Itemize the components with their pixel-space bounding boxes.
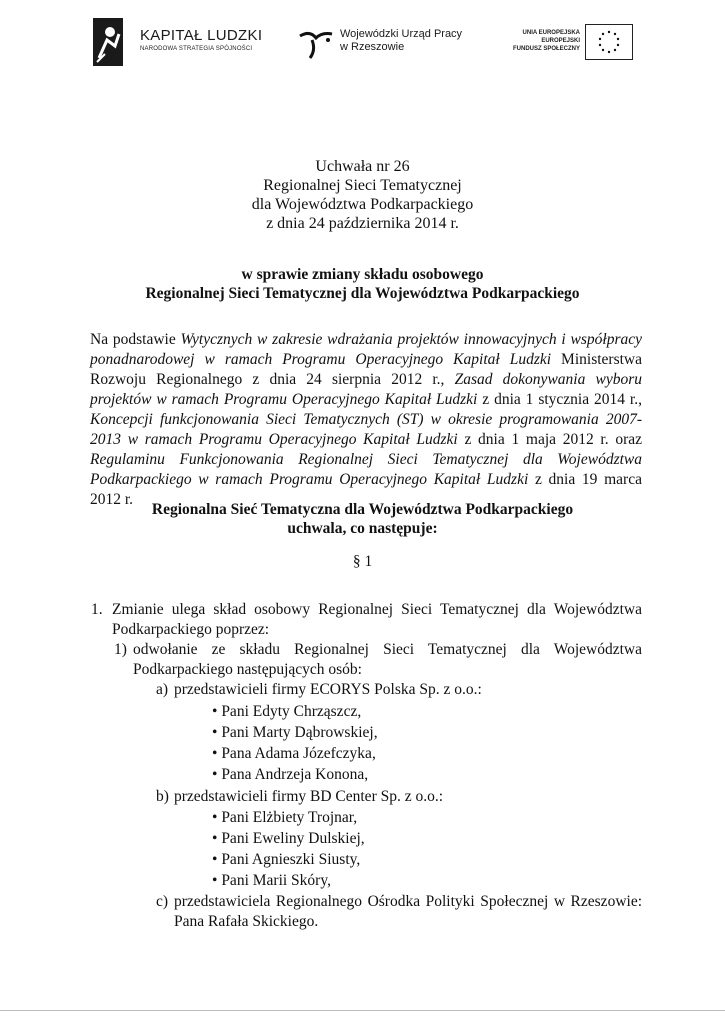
title-line3: dla Województwa Podkarpackiego	[251, 196, 474, 213]
person-a-4: Pana Andrzeja Konona,	[221, 766, 369, 783]
wup-name	[340, 28, 462, 54]
basis-doc-2: Zasad dokonywania wyboru projektów w ramach Programu Operacyjnego Kapitał Ludzki	[90, 371, 643, 408]
kapital-ludzki-logo	[93, 18, 123, 66]
resolves-line2: uchwala, co następuje:	[287, 520, 438, 537]
paragraph-mark: § 1	[352, 553, 373, 570]
subject-line1: w sprawie zmiany składu osobowego	[241, 266, 484, 283]
person-b-1: Pani Elżbiety Trojnar,	[221, 809, 358, 826]
resolves-line1: Regionalna Sieć Tematyczna dla Województwa Podkarpackiego	[151, 501, 574, 518]
title-line4: z dnia 24 października 2014 r.	[266, 215, 459, 232]
person-b-3: Pani Agnieszki Siusty,	[221, 851, 361, 868]
basis-text-4: z dnia 1 maja 2012 r. oraz	[457, 431, 642, 448]
resolves-heading	[0, 500, 725, 538]
group-b-text: przedstawicieli firmy BD Center Sp. z o.o.:	[174, 788, 444, 805]
list-item: • Pana Adama Józefczyka,	[212, 745, 376, 762]
group-b-label: b)	[156, 788, 169, 805]
group-a-text: przedstawicieli firmy ECORYS Polska Sp. z o.o.:	[174, 681, 482, 698]
title-line1: Uchwała nr 26	[315, 158, 410, 175]
legal-basis-paragraph	[90, 330, 642, 510]
subject-line2: Regionalnej Sieci Tematycznej dla Województwa Podkarpackiego	[145, 285, 580, 302]
subitem-1-number: 1)	[114, 641, 127, 658]
wup-line1: Wojewódzki Urząd Pracy	[340, 28, 463, 40]
page-bottom-rule	[0, 1010, 725, 1011]
title-line2: Regionalnej Sieci Tematycznej	[263, 177, 462, 194]
person-b-4: Pani Marii Skóry,	[221, 872, 331, 889]
list-item: • Pani Eweliny Dulskiej,	[212, 830, 365, 847]
wup-line2: w Rzeszowie	[340, 41, 405, 53]
item-1-text: Zmianie ulega skład osobowy Regionalnej Sieci Tematycznej dla Województwa Podkarpackiego poprzez:	[112, 601, 642, 638]
eu-line2: EUROPEJSKI	[541, 38, 580, 44]
person-b-2: Pani Eweliny Dulskiej,	[221, 830, 365, 847]
basis-doc-4: Regulaminu Funkcjonowania Regionalnej Sieci Tematycznej dla Województwa Podkarpackiego w ramach Programu Operacyjnego Kapitał Ludzki	[90, 451, 642, 488]
list-item: • Pani Elżbiety Trojnar,	[212, 809, 358, 826]
list-item: • Pani Agnieszki Siusty,	[212, 851, 361, 868]
person-a-2: Pani Marty Dąbrowskiej,	[221, 724, 378, 741]
basis-doc-1: Wytycznych w zakresie wdrażania projektów innowacyjnych i współpracy ponadnarodowej w ramach Programu Operacyjnego Kapitał Ludzki	[90, 331, 642, 368]
group-c-text: przedstawiciela Regionalnego Ośrodka Polityki Społecznej w Rzeszowie: Pana Rafała Skickiego.	[174, 893, 642, 930]
group-a-label: a)	[156, 681, 169, 698]
basis-text-3: z dnia 1 stycznia 2014 r.,	[477, 391, 642, 408]
basis-text-1: Na podstawie	[90, 331, 181, 348]
resolution-subject	[0, 265, 725, 303]
wup-bird-icon	[298, 22, 336, 60]
eu-flag-icon	[585, 24, 633, 60]
list-item: • Pani Marty Dąbrowskiej,	[212, 724, 378, 741]
kapital-ludzki-title: KAPITAŁ LUDZKI	[140, 27, 263, 44]
basis-text-5: z dnia 19 marca 2012 r.	[90, 471, 642, 508]
subitem-1-text: odwołanie ze składu Regionalnej Sieci Tematycznej dla Województwa Podkarpackiego następujących osób:	[133, 641, 642, 678]
resolution-title	[0, 157, 725, 233]
person-a-3: Pana Adama Józefczyka,	[221, 745, 376, 762]
eu-label	[500, 29, 580, 53]
list-item: • Pani Marii Skóry,	[212, 872, 331, 889]
eu-line3: FUNDUSZ SPOŁECZNY	[512, 46, 580, 52]
basis-text-2: Ministerstwa Rozwoju Regionalnego z dnia 24 sierpnia 2012 r.,	[90, 351, 642, 388]
list-item: • Pana Andrzeja Konona,	[212, 766, 369, 783]
group-c-label: c)	[156, 893, 169, 910]
kapital-ludzki-subtitle: NARODOWA STRATEGIA SPÓJNOŚCI	[140, 46, 253, 52]
person-a-1: Pani Edyty Chrząszcz,	[221, 703, 362, 720]
eu-line1: UNIA EUROPEJSKA	[522, 30, 580, 36]
basis-doc-3: Koncepcji funkcjonowania Sieci Tematycznych (ST) w okresie programowania 2007-2013 w ramach Programu Operacyjnego Kapitał Ludzki	[90, 411, 642, 448]
list-item: • Pani Edyty Chrząszcz,	[212, 703, 362, 720]
item-1-number: 1.	[91, 601, 103, 618]
